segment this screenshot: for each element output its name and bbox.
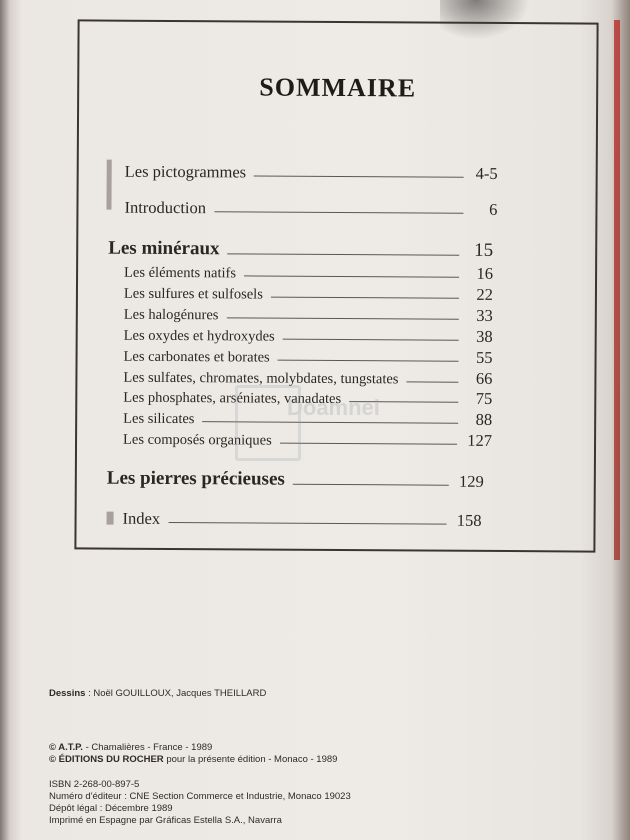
toc-frame — [74, 19, 598, 552]
credits-copyright: © A.T.P. - Chamalières - France - 1989 — [49, 742, 213, 753]
toc-entry: Les carbonates et borates 55 — [123, 347, 493, 367]
section-marker — [106, 160, 111, 210]
credits-copyright: © ÉDITIONS DU ROCHER pour la présente édition - Monaco - 1989 — [49, 754, 338, 765]
index-marker — [107, 512, 114, 525]
toc-entry: Les sulfates, chromates, molybdates, tungstates 66 — [123, 368, 493, 388]
toc-entry: Les éléments natifs 16 — [124, 263, 494, 283]
toc-entry: Les oxydes et hydroxydes 38 — [123, 326, 493, 346]
page-title: SOMMAIRE — [259, 72, 417, 103]
credits-editeur: Numéro d'éditeur : CNE Section Commerce et Industrie, Monaco 19023 — [49, 791, 351, 802]
credits-depot: Dépôt légal : Décembre 1989 — [49, 803, 173, 814]
toc-entry: Index 158 — [122, 508, 482, 530]
cover-edge — [614, 20, 620, 560]
toc-entry: Les phosphates, arséniates, vanadates 75 — [123, 388, 493, 408]
toc-entry: Les sulfures et sulfosels 22 — [123, 284, 494, 304]
toc-entry: Les halogénures 33 — [123, 305, 493, 325]
toc-section: Les minéraux 15 — [108, 237, 494, 261]
credits-dessins: Dessins : Noël GOUILLOUX, Jacques THEILLARD — [49, 688, 267, 699]
toc-section: Les pierres précieuses 129 — [106, 467, 484, 491]
toc-entry: Les silicates 88 — [123, 409, 493, 429]
credits-imprime: Imprimé en Espagne par Gráficas Estella S.A., Navarra — [49, 815, 282, 826]
toc-entry: Les composés organiques 127 — [123, 430, 493, 450]
toc-entry: Les pictogrammes 4-5 — [124, 161, 498, 183]
watermark: Doamnei — [235, 375, 395, 455]
credits-isbn: ISBN 2-268-00-897-5 — [49, 779, 140, 790]
toc-entry: Introduction 6 — [124, 197, 498, 219]
